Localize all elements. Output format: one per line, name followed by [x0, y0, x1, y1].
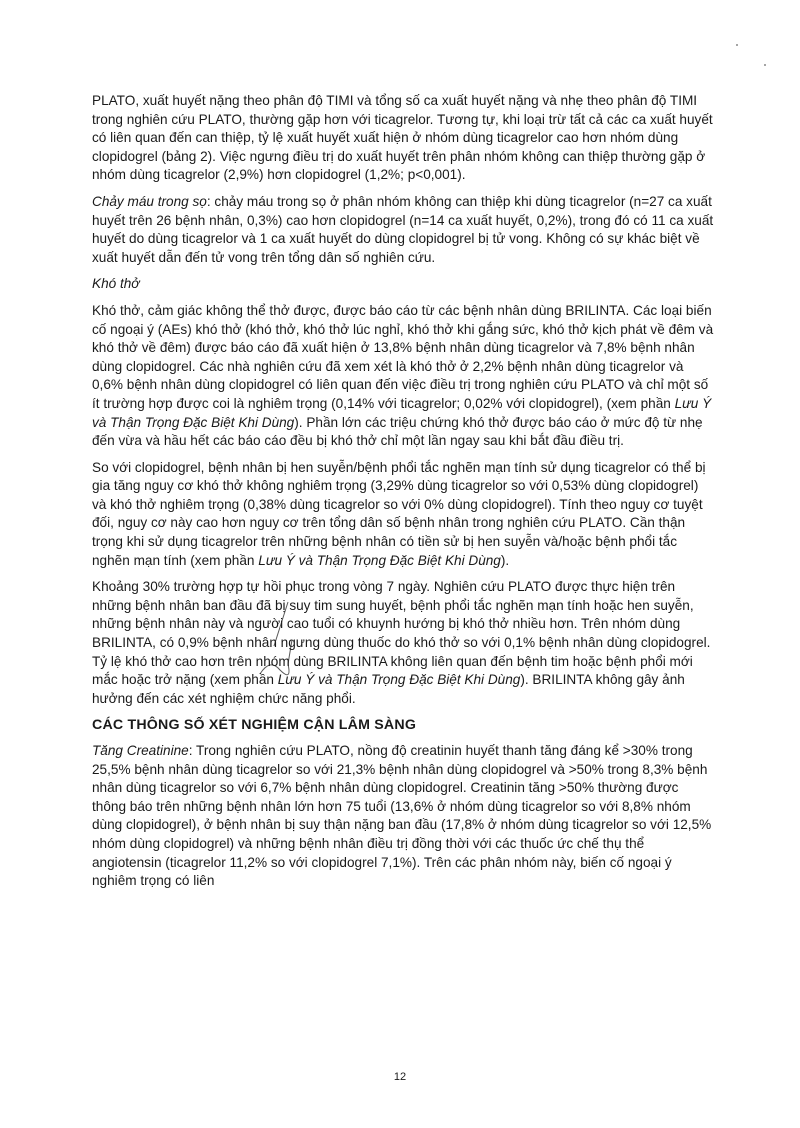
text-run: PLATO, xuất huyết nặng theo phân độ TIMI và tổng số ca xuất huyết nặng và nhẹ theo phân độ TIMI trong nghiên cứu PLATO, thường gặp hơn với ticagrelor. Tương tự, khi loại trừ tất cả các ca xuất huyết có liên quan đến can thiệp, tỷ lệ xuất huyết xuất hiện ở nhóm dùng ticagrelor cao hơn nhóm dùng clopidogrel (bảng 2). Việc ngưng điều trị do xuất huyết trên phân nhóm không can thiệp thường gặp ở nhóm dùng ticagrelor (2,9%) hơn clopidogrel (1,2%; p<0,001).	[92, 93, 713, 183]
page-number: 12	[393, 1071, 407, 1083]
subheading-dyspnea-label: Khó thở	[92, 276, 140, 292]
scan-dust-mark	[764, 64, 766, 66]
text-run: Khó thở, cảm giác không thể thở được, được báo cáo từ các bệnh nhân dùng BRILINTA. Các loại biến cố ngoại ý (AEs) khó thở (khó thở, khó thở lúc nghỉ, khó thở khi gắng sức, khó thở kịch phát về đêm và khó thở về đêm) được báo cáo đã xuất hiện ở 13,8% bệnh nhân dùng ticagrelor và 7,8% bệnh nhân dùng clopidogrel. Các nhà nghiên cứu đã xem xét là khó thở ở 2,2% bệnh nhân dùng ticagrelor và 0,6% bệnh nhân dùng clopidogrel có liên quan đến việc điều trị trong nghiên cứu PLATO và chỉ một số ít trường hợp được coi là nghiêm trọng (0,14% với ticagrelor; 0,02% với clopidogrel), (xem phần	[92, 302, 714, 411]
paragraph-intracranial-bleeding	[92, 193, 714, 267]
paragraph-dyspnea-asthma-copd	[92, 459, 714, 571]
scan-dust-mark	[736, 44, 738, 46]
paragraph-dyspnea-overview	[92, 302, 714, 451]
text-run: So với clopidogrel, bệnh nhân bị hen suyễn/bệnh phổi tắc nghẽn mạn tính sử dụng ticagrelor có thể bị gia tăng nguy cơ khó thở không nghiêm trọng (3,29% dùng ticagrelor so với 0,53% dùng clopidogrel) và khó thở nghiêm trọng (0,38% dùng ticagrelor so với 0% dùng clopidogrel). Tính theo nguy cơ tuyệt đối, nguy cơ này cao hơn nguy cơ trên tổng dân số bệnh nhân trong nghiên cứu PLATO. Cần thận trọng khi sử dụng ticagrelor trên những bệnh nhân có tiền sử bị hen suyễn và/hoặc bệnh phổi tắc nghẽn mạn tính (xem phần	[92, 459, 706, 568]
text-run: : chảy máu trong sọ ở phân nhóm không can thiệp khi dùng ticagrelor (n=27 ca xuất huyết trên 26 bệnh nhân, 0,3%) cao hơn clopidogrel (n=14 ca xuất huyết, 0,2%), trong đó có 11 ca xuất huyết do dùng ticagrelor và 1 ca xuất huyết do dùng clopidogrel bị tử vong. Không có sự khác biệt về xuất huyết dẫn đến tử vong trên tổng dân số nghiên cứu.	[92, 193, 714, 265]
text-run: ).	[500, 552, 510, 568]
section-heading-lab-parameters: CÁC THÔNG SỐ XÉT NGHIỆM CẬN LÂM SÀNG	[92, 717, 417, 734]
paragraph-dyspnea-recovery	[92, 578, 714, 708]
subheading-creatinine: Tăng Creatinine	[92, 743, 189, 758]
cross-reference: Lưu Ý và Thận Trọng Đặc Biệt Khi Dùng	[92, 395, 712, 430]
paragraph-bleeding-timi	[92, 92, 714, 185]
subheading-dyspnea	[92, 275, 714, 294]
text-run: ). BRILINTA không gây ảnh hưởng đến các xét nghiệm chức năng phổi.	[92, 672, 685, 706]
paragraph-creatinine	[92, 742, 714, 891]
text-run: Khoảng 30% trường hợp tự hồi phục trong vòng 7 ngày. Nghiên cứu PLATO được thực hiện trên những bệnh nhân ban đầu đã bị suy tim sung huyết, bệnh phổi tắc nghẽn mạn tính hoặc hen suyễn, những bệnh nhân này và người cao tuổi có khuynh hướng bị khó thở nhiều hơn. Trên nhóm dùng BRILINTA, có 0,9% bệnh nhân ngưng dùng thuốc do khó thở so với 0,1% bệnh nhân dùng clopidogrel. Tỷ lệ khó thở cao hơn trên nhóm dùng BRILINTA không liên quan đến bệnh tim hoặc bệnh phổi mới mắc hoặc trở nặng (xem phần	[92, 579, 711, 688]
subheading-intracranial-bleeding: Chảy máu trong sọ	[92, 193, 207, 209]
document-body	[92, 92, 714, 899]
text-run: : Trong nghiên cứu PLATO, nồng độ creatinin huyết thanh tăng đáng kể >30% trong 25,5% bệnh nhân dùng ticagrelor so với 21,3% bệnh nhân dùng clopidogrel và >50% trong 8,3% bệnh nhân dùng ticagrelor so với 6,7% bệnh nhân dùng clopidogrel. Creatinin tăng >50% thường được thông báo trên những bệnh nhân lớn hơn 75 tuổi (13,6% ở nhóm dùng ticagrelor so với 8,8% nhóm dùng clopidogrel), ở bệnh nhân bị suy thận nặng ban đầu (17,8% ở nhóm dùng ticagrelor so với 12,5% nhóm dùng clopidogrel) và những bệnh nhân điều trị đồng thời với các thuốc ức chế thụ thể angiotensin (ticagrelor 11,2% so với clopidogrel 7,1%). Trên các phân nhóm này, biến cố ngoại ý nghiêm trọng có liên	[92, 743, 712, 889]
cross-reference: Lưu Ý và Thận Trọng Đặc Biệt Khi Dùng	[258, 552, 501, 568]
cross-reference: Lưu Ý và Thận Trọng Đặc Biệt Khi Dùng	[277, 672, 521, 688]
text-run: ). Phần lớn các triệu chứng khó thở được báo cáo ở mức độ từ nhẹ đến vừa và hầu hết các báo cáo đều bị khó thở chỉ một lần ngay sau khi bắt đầu điều trị.	[92, 414, 703, 449]
